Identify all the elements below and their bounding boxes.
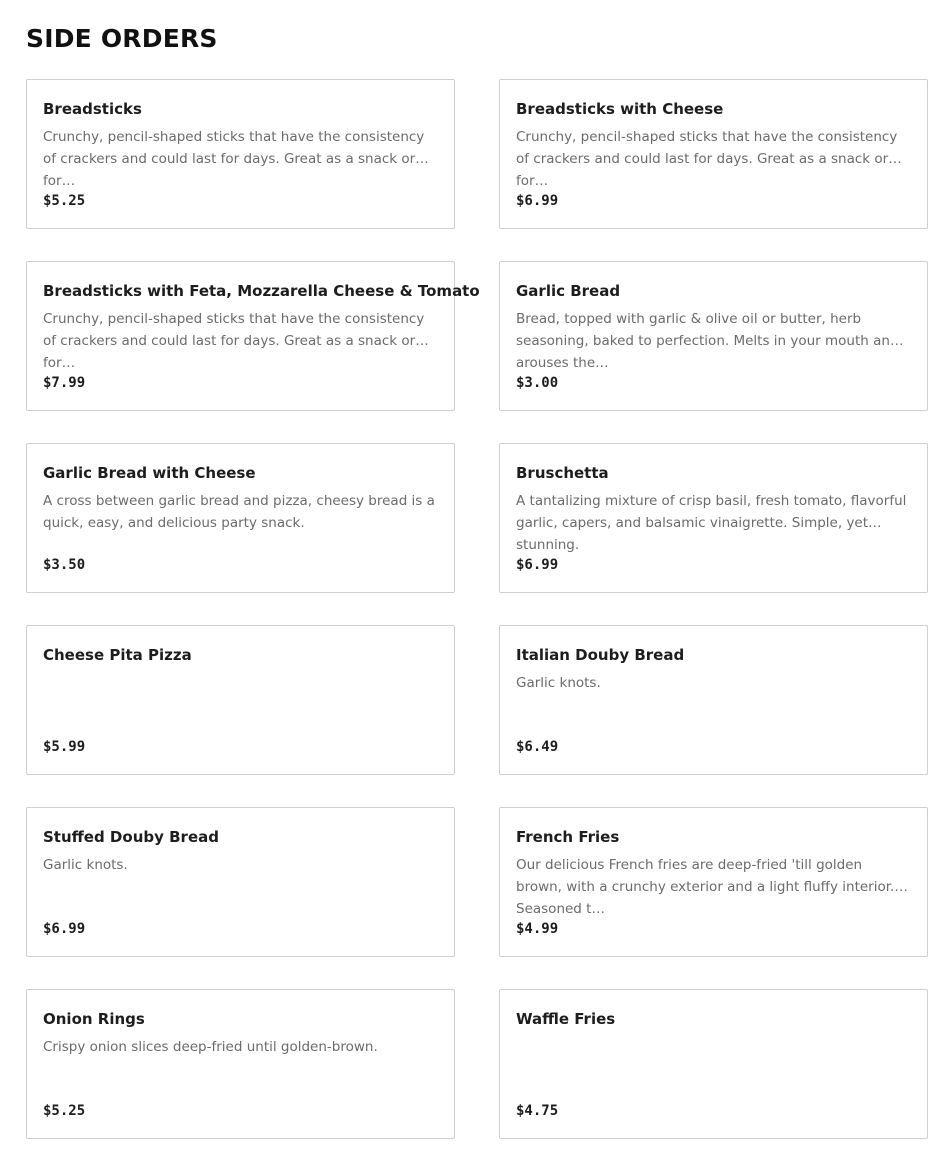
menu-item-name: Onion Rings: [43, 1010, 145, 1028]
menu-item-price: $4.75: [516, 1103, 559, 1119]
menu-item-name: Breadsticks: [43, 100, 142, 118]
menu-item-card[interactable]: [26, 807, 455, 957]
menu-item-description: [43, 672, 438, 716]
menu-item-name: Bruschetta: [516, 464, 609, 482]
menu-item-description: Crispy onion slices deep-fried until golden-brown.: [43, 1039, 378, 1055]
menu-item-card[interactable]: [26, 79, 455, 229]
menu-item-price: $4.99: [516, 921, 559, 937]
menu-item-card[interactable]: [499, 443, 928, 593]
menu-item-name: French Fries: [516, 828, 620, 846]
menu-item-price: $6.99: [516, 557, 559, 573]
menu-item-description: Crunchy, pencil-shaped sticks that have the consistency of crackers and could last for days. Great as a snack or for…: [43, 311, 425, 371]
menu-item-price: $6.49: [516, 739, 559, 755]
menu-item-grid: [26, 79, 928, 1139]
menu-item-price: $5.99: [43, 739, 86, 755]
section-title: SIDE ORDERS: [26, 24, 218, 53]
menu-item-name: Waffle Fries: [516, 1010, 616, 1028]
menu-item-card[interactable]: [26, 989, 455, 1139]
menu-item-name: Garlic Bread: [516, 282, 621, 300]
menu-item-description: Garlic knots.: [516, 675, 601, 691]
menu-item-description: Crunchy, pencil-shaped sticks that have the consistency of crackers and could last for days. Great as a snack or for…: [43, 129, 425, 189]
menu-item-description: A tantalizing mixture of crisp basil, fresh tomato, flavorful garlic, capers, and balsamic vinaigrette. Simple, yet stunning.: [516, 493, 907, 553]
menu-item-description: Garlic knots.: [43, 857, 128, 873]
menu-item-price: $6.99: [43, 921, 86, 937]
menu-item-price: $7.99: [43, 375, 86, 391]
menu-item-description: Our delicious French fries are deep-fried 'till golden brown, with a crunchy exterior and a light fluffy interior. Seasoned t…: [516, 857, 895, 917]
menu-item-name: Cheese Pita Pizza: [43, 646, 192, 664]
menu-item-card[interactable]: [499, 625, 928, 775]
menu-item-price: $5.25: [43, 193, 86, 209]
menu-item-card[interactable]: [499, 807, 928, 957]
menu-item-name: Breadsticks with Feta, Mozzarella Cheese & Tomato: [43, 282, 480, 300]
menu-item-card[interactable]: [499, 79, 928, 229]
menu-item-description: A cross between garlic bread and pizza, cheesy bread is a quick, easy, and delicious party snack.: [43, 493, 435, 531]
menu-item-name: Garlic Bread with Cheese: [43, 464, 256, 482]
menu-item-name: Breadsticks with Cheese: [516, 100, 724, 118]
menu-item-price: $3.50: [43, 557, 86, 573]
menu-item-description: Bread, topped with garlic & olive oil or butter, herb seasoning, baked to perfection. Melts in your mouth and arouses the…: [516, 311, 899, 371]
menu-item-card[interactable]: [26, 625, 455, 775]
menu-item-price: $6.99: [516, 193, 559, 209]
menu-item-card[interactable]: [499, 989, 928, 1139]
menu-item-card[interactable]: [26, 443, 455, 593]
menu-item-price: $5.25: [43, 1103, 86, 1119]
menu-item-name: Italian Douby Bread: [516, 646, 685, 664]
menu-item-name: Stuffed Douby Bread: [43, 828, 219, 846]
menu-item-price: $3.00: [516, 375, 559, 391]
menu-item-description: Crunchy, pencil-shaped sticks that have the consistency of crackers and could last for days. Great as a snack or for…: [516, 129, 898, 189]
menu-item-card[interactable]: [499, 261, 928, 411]
menu-item-card[interactable]: [26, 261, 480, 411]
menu-item-description: [516, 1036, 911, 1080]
